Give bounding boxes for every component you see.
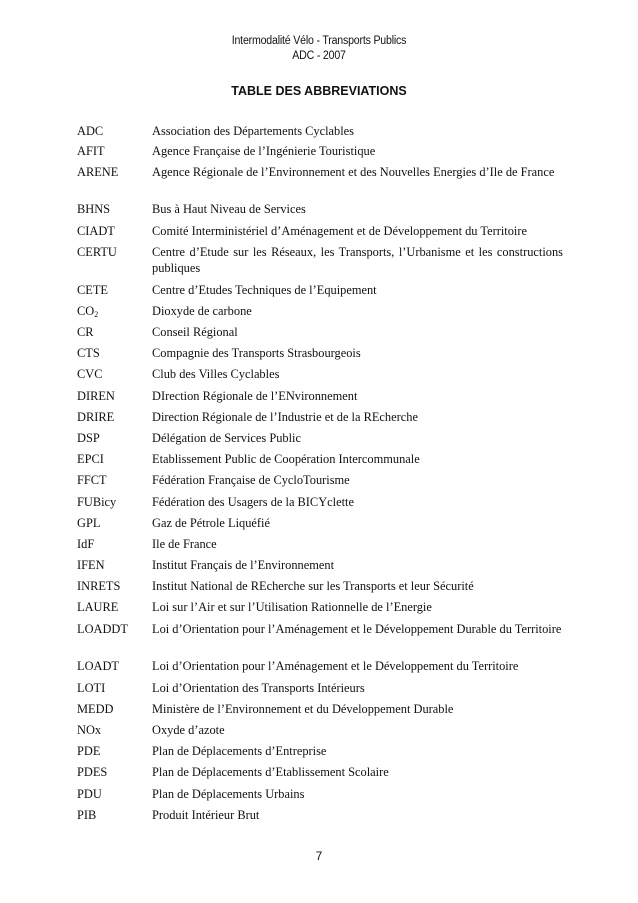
abbreviation-row [77, 557, 563, 578]
abbreviation-text: CTS [77, 346, 100, 361]
abbreviation-text: DIREN [77, 388, 115, 403]
abbreviation-definition: Compagnie des Transports Strasbourgeois [152, 346, 361, 361]
abbreviation-row [77, 764, 563, 785]
abbreviation-text: DRIRE [77, 409, 115, 424]
abbreviation-term [77, 557, 152, 574]
abbreviation-term [77, 578, 152, 595]
abbreviation-definition: Conseil Régional [152, 325, 238, 340]
abbreviation-term [77, 451, 152, 468]
abbreviation-row [77, 409, 563, 430]
abbreviation-row [77, 786, 563, 807]
abbreviation-row [77, 324, 563, 345]
abbreviation-term [77, 123, 152, 140]
abbreviation-term [77, 409, 152, 426]
abbreviation-term [77, 143, 152, 160]
running-header [26, 34, 613, 64]
abbreviation-definition: DIrection Régionale de l’ENvironnement [152, 388, 358, 403]
abbreviation-row [77, 201, 563, 222]
abbreviation-row [77, 282, 563, 303]
abbreviation-definition: Plan de Déplacements d’Etablissement Scolaire [152, 765, 389, 780]
abbreviation-text: CERTU [77, 244, 117, 259]
abbreviation-row [77, 722, 563, 743]
abbreviation-text: LAURE [77, 600, 119, 615]
abbreviation-term [77, 680, 152, 697]
abbreviation-definition: Bus à Haut Niveau de Services [152, 202, 306, 217]
abbreviation-term [77, 764, 152, 781]
abbreviation-definition: Fédération des Usagers de la BICYclette [152, 494, 354, 509]
abbreviation-term [77, 430, 152, 447]
abbreviation-definition: Institut National de REcherche sur les Transports et leur Sécurité [152, 579, 474, 594]
abbreviation-row [77, 807, 563, 828]
abbreviation-text: ADC [77, 124, 104, 138]
abbreviation-row [77, 143, 563, 164]
abbreviation-term [77, 621, 152, 638]
page-number: 7 [315, 849, 323, 863]
abbreviation-definition: Centre d’Etudes Techniques de l’Equipement [152, 282, 377, 297]
abbreviation-definition: Loi d’Orientation pour l’Aménagement et le Développement Durable du Territoire [152, 621, 562, 636]
abbreviation-text: IdF [77, 536, 95, 551]
abbreviation-term [77, 366, 152, 383]
abbreviation-definition: Loi d’Orientation des Transports Intérieurs [152, 680, 365, 695]
abbreviation-term [77, 345, 152, 362]
abbreviation-row [77, 430, 563, 451]
abbreviation-text: PIB [77, 807, 97, 822]
abbreviation-text: CIADT [77, 223, 115, 238]
abbreviation-definition: Association des Départements Cyclables [152, 124, 354, 138]
abbreviation-row [77, 536, 563, 557]
header-title: Intermodalité Vélo - Transports Publics [231, 35, 407, 47]
abbreviation-row [77, 345, 563, 366]
abbreviation-text: NOx [77, 723, 102, 738]
abbreviation-list [77, 123, 563, 828]
abbreviation-text: IFEN [77, 558, 105, 573]
abbreviation-row [77, 388, 563, 409]
abbreviation-term [77, 786, 152, 803]
abbreviation-definition: Plan de Déplacements d’Entreprise [152, 744, 327, 759]
abbreviation-row [77, 658, 563, 679]
page-title: TABLE DES ABBREVIATIONS [231, 84, 407, 98]
abbreviation-definition: Etablissement Public de Coopération Intercommunale [152, 452, 420, 467]
abbreviation-text: INRETS [77, 579, 121, 594]
abbreviation-row [77, 701, 563, 722]
abbreviation-definition: Ile de France [152, 536, 217, 551]
abbreviation-term [77, 244, 152, 261]
abbreviation-row [77, 223, 563, 244]
abbreviation-term [77, 515, 152, 532]
abbreviation-definition: Institut Français de l’Environnement [152, 558, 335, 573]
abbreviation-text: FUBicy [77, 494, 117, 509]
abbreviation-text: PDE [77, 744, 101, 759]
abbreviation-text: GPL [77, 515, 101, 530]
abbreviation-term [77, 303, 152, 323]
abbreviation-text: CR [77, 325, 94, 340]
abbreviation-term [77, 324, 152, 341]
abbreviation-definition: Délégation de Services Public [152, 430, 301, 445]
abbreviation-text: PDU [77, 786, 102, 801]
abbreviation-row [77, 680, 563, 701]
abbreviation-row [77, 599, 563, 620]
abbreviation-term [77, 164, 152, 181]
abbreviation-row [77, 578, 563, 599]
abbreviation-row [77, 244, 563, 282]
abbreviation-row [77, 366, 563, 387]
abbreviation-definition: Gaz de Pétrole Liquéfié [152, 515, 271, 530]
abbreviation-definition: Agence Régionale de l’Environnement et des Nouvelles Energies d’Ile de France [152, 164, 555, 179]
abbreviation-row [77, 515, 563, 536]
abbreviation-text: FFCT [77, 473, 107, 488]
abbreviation-row [77, 472, 563, 493]
abbreviation-definition: Direction Régionale de l’Industrie et de la REcherche [152, 409, 418, 424]
abbreviation-text: DSP [77, 430, 100, 445]
abbreviation-term [77, 201, 152, 218]
abbreviation-term [77, 807, 152, 824]
abbreviation-text: ARENE [77, 164, 119, 179]
header-subtitle: ADC - 2007 [292, 50, 346, 62]
abbreviation-definition: Agence Française de l’Ingénierie Touristique [152, 143, 376, 158]
abbreviation-term [77, 472, 152, 489]
abbreviation-term [77, 743, 152, 760]
abbreviation-definition: Centre d’Etude sur les Réseaux, les Transports, l’Urbanisme et les constructions publiques [152, 244, 563, 275]
abbreviation-subscript: 2 [94, 309, 99, 319]
abbreviation-row [77, 494, 563, 515]
abbreviation-row [77, 743, 563, 764]
abbreviation-definition: Loi d’Orientation pour l’Aménagement et le Développement du Territoire [152, 659, 519, 674]
abbreviation-text: MEDD [77, 701, 114, 716]
abbreviation-term [77, 282, 152, 299]
abbreviation-row [77, 451, 563, 472]
abbreviation-text: LOADDT [77, 621, 128, 636]
abbreviation-definition: Ministère de l’Environnement et du Développement Durable [152, 701, 454, 716]
abbreviation-definition: Comité Interministériel d’Aménagement et de Développement du Territoire [152, 223, 527, 238]
abbreviation-definition: Oxyde d’azote [152, 723, 225, 738]
abbreviation-term [77, 658, 152, 675]
abbreviation-term [77, 223, 152, 240]
abbreviation-term [77, 494, 152, 511]
abbreviation-text: LOTI [77, 680, 106, 695]
abbreviation-definition: Fédération Française de CycloTourisme [152, 473, 350, 488]
abbreviation-text: PDES [77, 765, 108, 780]
abbreviation-text: AFIT [77, 143, 105, 158]
abbreviation-term [77, 388, 152, 405]
abbreviation-text: BHNS [77, 202, 111, 217]
abbreviation-text: EPCI [77, 452, 104, 467]
abbreviation-row [77, 123, 563, 143]
abbreviation-text: CO [77, 303, 95, 318]
abbreviation-term [77, 599, 152, 616]
abbreviation-definition: Loi sur l’Air et sur l’Utilisation Rationnelle de l’Energie [152, 600, 432, 615]
abbreviation-definition: Club des Villes Cyclables [152, 367, 280, 382]
abbreviation-definition: Produit Intérieur Brut [152, 807, 260, 822]
abbreviation-term [77, 701, 152, 718]
abbreviation-text: CETE [77, 282, 108, 297]
abbreviation-text: LOADT [77, 659, 119, 674]
abbreviation-definition: Plan de Déplacements Urbains [152, 786, 305, 801]
abbreviation-row [77, 303, 563, 324]
abbreviation-term [77, 536, 152, 553]
abbreviation-row [77, 621, 563, 659]
abbreviation-text: CVC [77, 367, 103, 382]
abbreviation-row [77, 164, 563, 202]
abbreviation-term [77, 722, 152, 739]
abbreviation-definition: Dioxyde de carbone [152, 303, 252, 318]
